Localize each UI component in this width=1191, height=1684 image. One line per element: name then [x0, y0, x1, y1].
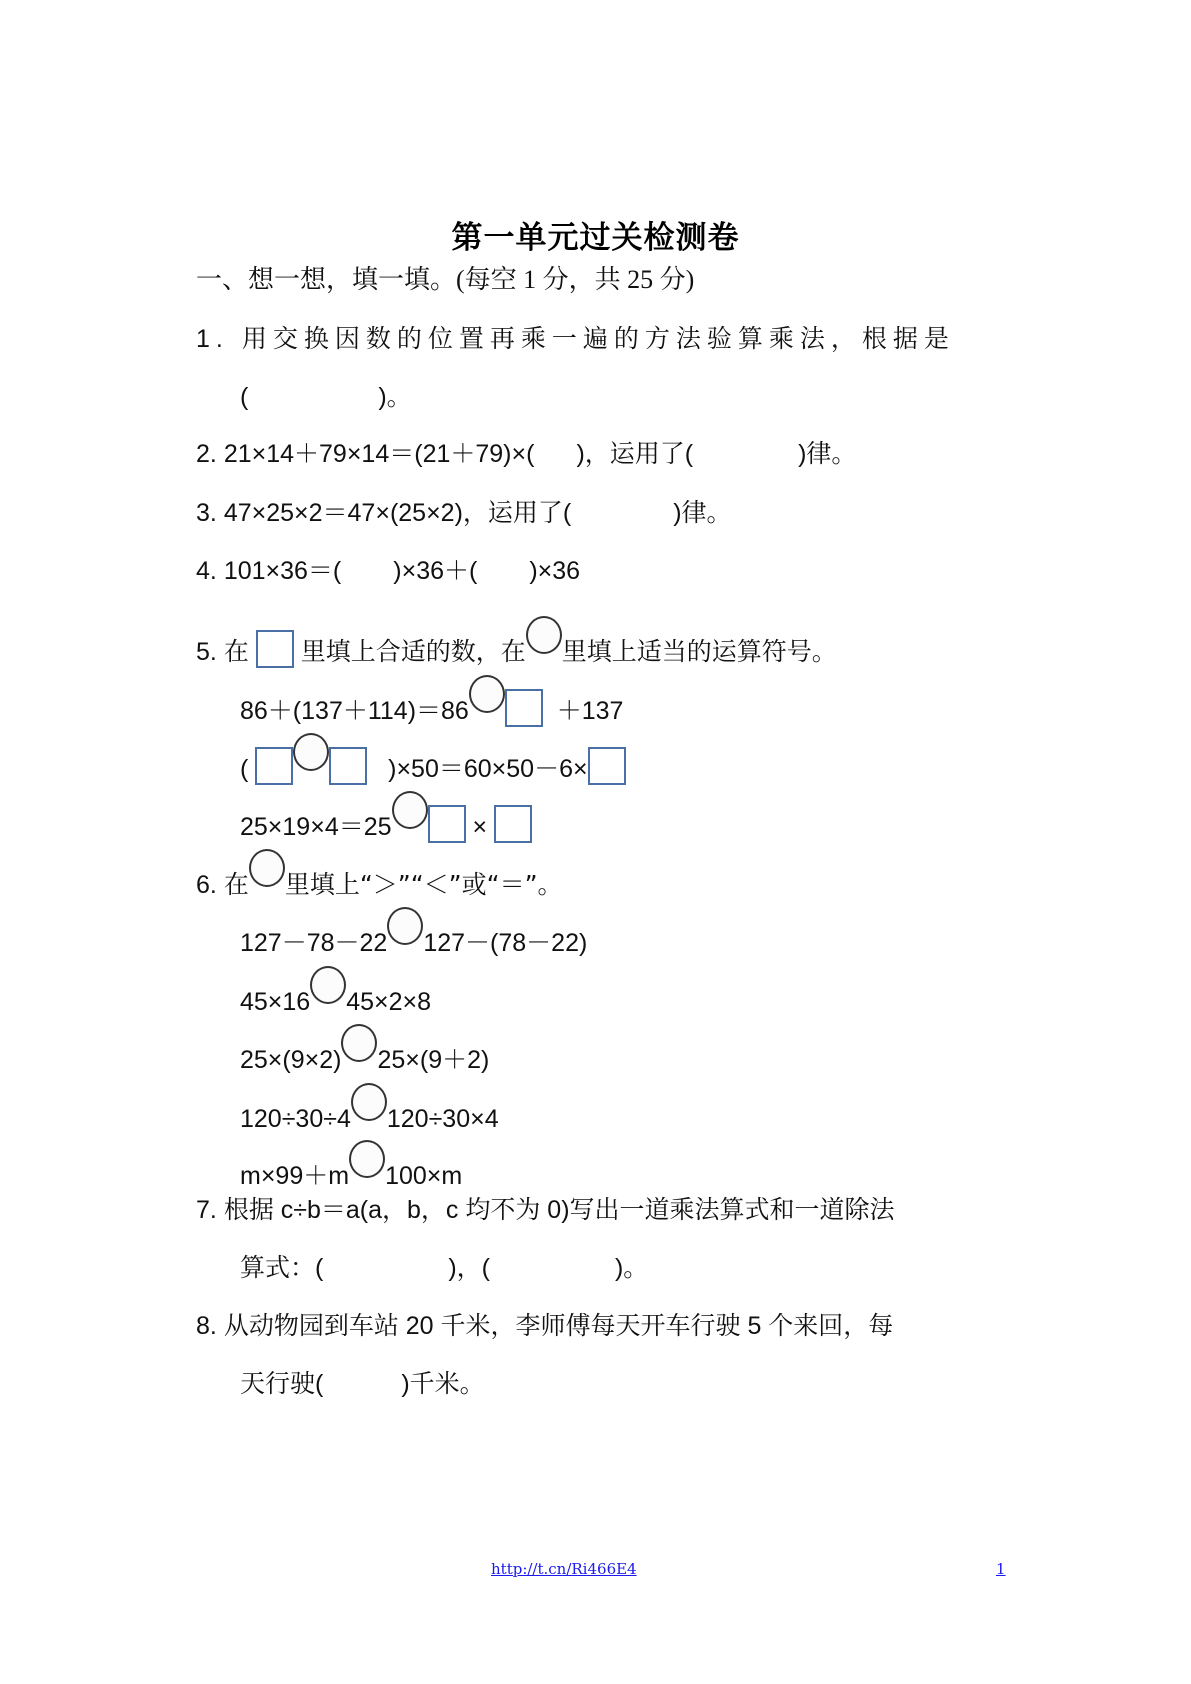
question-text: 从动物园到车站 20 千米，李师傅每天开车行驶 5 个来回，每 — [223, 1312, 894, 1340]
compare-circle-input[interactable] — [349, 1140, 385, 1178]
question-text: 里填上合适的数，在 — [300, 637, 526, 666]
question-text: 用交换因数的位置再乘一遍的方法验算乘法，根据是 — [241, 324, 955, 353]
question-2 — [196, 437, 856, 471]
question-text: )律。 — [798, 440, 857, 468]
question-text: 里填上适当的运算符号。 — [561, 637, 837, 666]
expression: 86＋(137＋114)＝86 — [240, 697, 469, 725]
question-text: )×36＋( — [393, 557, 478, 585]
expression-right: 127－(78－22) — [423, 929, 588, 957]
question-number: 8. — [196, 1312, 217, 1340]
question-8 — [196, 1309, 893, 1343]
paren-open: ( — [240, 383, 249, 411]
section-heading: 一、想一想，填一填。(每空 1 分，共 25 分) — [196, 265, 695, 294]
question-text: 根据 c÷b＝a(a，b，c 均不为 0)写出一道乘法算式和一道除法 — [223, 1196, 895, 1224]
q6-item — [240, 1024, 489, 1077]
expression: × — [472, 813, 488, 841]
q6-item — [240, 966, 431, 1019]
footer-link[interactable]: http://t.cn/Ri466E4 — [491, 1560, 637, 1578]
question-5 — [196, 616, 837, 669]
number-box-input[interactable] — [428, 805, 466, 843]
question-text: 在 — [223, 637, 249, 666]
question-7 — [196, 1193, 895, 1227]
question-8-answer-line — [240, 1367, 485, 1401]
expression-left: 25×(9×2) — [240, 1046, 342, 1074]
q6-item — [240, 907, 587, 960]
question-number: 7. — [196, 1196, 217, 1224]
square-blank-icon — [256, 630, 294, 668]
compare-circle-input[interactable] — [310, 966, 346, 1004]
expression: ( — [240, 755, 249, 783]
expression-right: 25×(9＋2) — [377, 1046, 490, 1074]
expression-left: 45×16 — [240, 988, 311, 1016]
q6-item — [240, 1140, 462, 1193]
question-3 — [196, 496, 732, 530]
question-number: 2. — [196, 440, 217, 468]
number-box-input[interactable] — [494, 805, 532, 843]
number-box-input[interactable] — [329, 747, 367, 785]
number-box-input[interactable] — [588, 747, 626, 785]
compare-circle-input[interactable] — [387, 907, 423, 945]
question-number: 5. — [196, 638, 217, 666]
question-text: 算式：( — [240, 1254, 324, 1282]
question-number: 1. — [196, 325, 229, 353]
expression-right: 100×m — [385, 1162, 463, 1190]
question-number: 4. — [196, 557, 217, 585]
question-text: )律。 — [673, 499, 732, 527]
q5-row-1 — [240, 675, 623, 728]
question-number: 3. — [196, 499, 217, 527]
compare-circle-input[interactable] — [341, 1024, 377, 1062]
paren-close: )。 — [378, 383, 412, 411]
expression-right: 45×2×8 — [346, 988, 432, 1016]
circle-blank-icon — [249, 849, 285, 887]
question-6 — [196, 849, 563, 902]
question-4 — [196, 554, 580, 588]
expression: ＋137 — [556, 697, 624, 725]
question-text: )。 — [614, 1254, 649, 1282]
expression: 25×19×4＝25 — [240, 813, 392, 841]
question-expr: 101×36＝( — [223, 557, 342, 585]
q5-row-3 — [240, 791, 532, 844]
expression-left: 127－78－22 — [240, 929, 388, 957]
question-expr: 47×25×2＝47×(25×2)，运用了( — [223, 499, 572, 527]
expression-right: 120÷30×4 — [386, 1105, 499, 1133]
question-text: 在 — [223, 870, 249, 899]
question-expr: 21×14＋79×14＝(21＋79)×( — [223, 440, 535, 468]
operator-circle-input[interactable] — [469, 675, 505, 713]
page-title: 第一单元过关检测卷 — [451, 220, 740, 256]
question-number: 6. — [196, 871, 217, 899]
question-text: )×36 — [529, 557, 581, 585]
question-text: 里填上“＞”“＜”或“＝”。 — [284, 870, 563, 899]
question-text: )，( — [448, 1254, 490, 1282]
question-text: 天行驶( — [240, 1370, 324, 1398]
question-7-answer-line — [240, 1251, 648, 1285]
page-number[interactable]: 1 — [996, 1560, 1006, 1578]
q5-row-2 — [240, 733, 626, 786]
expression-left: m×99＋m — [240, 1162, 350, 1190]
operator-circle-input[interactable] — [293, 733, 329, 771]
question-1 — [196, 322, 955, 356]
question-text: )，运用了( — [576, 440, 694, 468]
question-text: )千米。 — [401, 1370, 485, 1398]
number-box-input[interactable] — [505, 689, 543, 727]
circle-blank-icon — [526, 616, 562, 654]
expression-left: 120÷30÷4 — [240, 1105, 351, 1133]
operator-circle-input[interactable] — [392, 791, 428, 829]
expression: )×50＝60×50－6× — [388, 755, 588, 783]
compare-circle-input[interactable] — [351, 1083, 387, 1121]
question-1-answer-line — [240, 380, 412, 414]
number-box-input[interactable] — [255, 747, 293, 785]
q6-item — [240, 1083, 499, 1136]
